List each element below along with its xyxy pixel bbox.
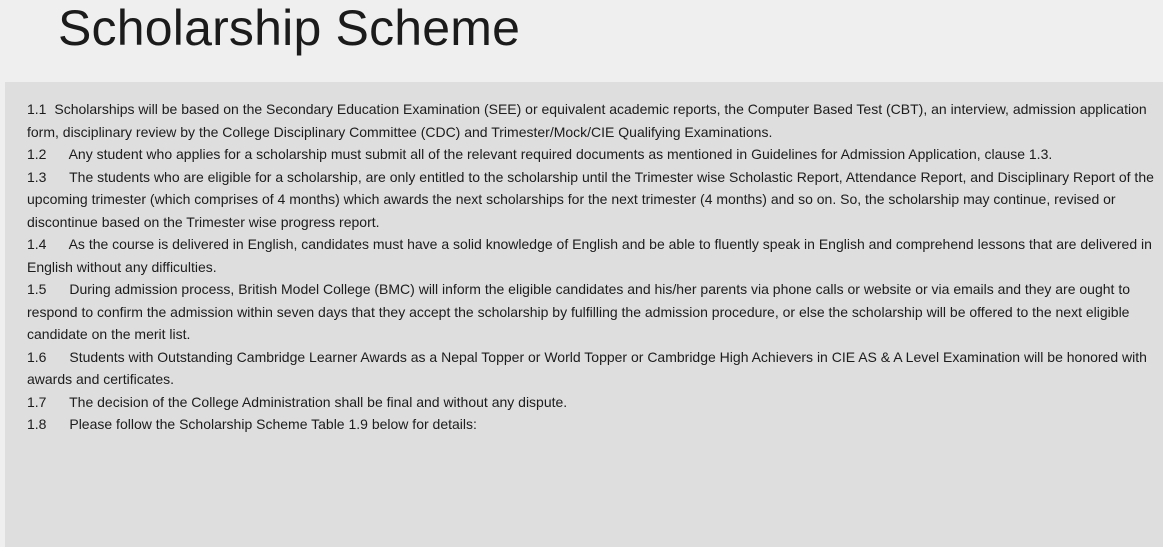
clause-1-5 — [27, 278, 1163, 346]
clause-1-4 — [27, 233, 1163, 278]
clause-text: Any student who applies for a scholarship must submit all of the relevant required documents as mentioned in Guidelines for Admission Application, clause 1.3. — [68, 146, 1053, 162]
clause-text: Students with Outstanding Cambridge Learner Awards as a Nepal Topper or World Topper or Cambridge High Achievers in CIE AS & A Level Examination will be honored with awards and certificates. — [27, 348, 1147, 387]
clause-1-7 — [27, 391, 1163, 414]
page-title: Scholarship Scheme — [58, 0, 521, 56]
clause-number: 1.1 — [27, 101, 47, 117]
clause-1-1 — [27, 98, 1163, 143]
clause-number: 1.2 — [27, 146, 47, 162]
clause-number: 1.8 — [27, 416, 47, 432]
clause-1-2 — [27, 143, 1163, 166]
scholarship-clauses-panel — [5, 82, 1163, 547]
clause-text: Scholarships will be based on the Secondary Education Examination (SEE) or equivalent academic reports, the Computer Based Test (CBT), an interview, admission application form, disciplinary review by the College Disciplinary Committee (CDC) and Trimester/Mock/CIE Qualifying Examinations. — [27, 101, 1147, 140]
clause-number: 1.4 — [27, 236, 47, 252]
clause-number: 1.6 — [27, 348, 47, 365]
clause-text: As the course is delivered in English, candidates must have a solid knowledge of English and be able to fluently speak in English and comprehend lessons that are delivered in English without any difficulties. — [27, 236, 1152, 275]
clause-text: Please follow the Scholarship Scheme Table 1.9 below for details: — [69, 416, 477, 432]
clause-1-3 — [27, 166, 1163, 234]
clause-number: 1.3 — [27, 168, 47, 185]
clause-text: During admission process, British Model College (BMC) will inform the eligible candidates and his/her parents via phone calls or website or via emails and they are ought to respond to confirm the admission within seven days that they accept the scholarship by fulfilling the admission procedure, or else the scholarship will be offered to the next eligible candidate on the merit list. — [27, 281, 1130, 342]
clause-number: 1.5 — [27, 281, 47, 297]
page-header — [0, 0, 1163, 82]
clause-text: The decision of the College Administration shall be final and without any dispute. — [69, 393, 568, 410]
clause-1-8 — [27, 413, 1163, 436]
clause-1-6 — [27, 346, 1163, 391]
clause-number: 1.7 — [27, 393, 47, 410]
clause-text: The students who are eligible for a scholarship, are only entitled to the scholarship until the Trimester wise Scholastic Report, Attendance Report, and Disciplinary Report of the upcoming trimester (which comprises of 4 months) which awards the next scholarships for the next trimester (4 months) and so on. So, the scholarship may continue, revised or discontinue based on the Trimester wise progress report. — [27, 168, 1154, 230]
